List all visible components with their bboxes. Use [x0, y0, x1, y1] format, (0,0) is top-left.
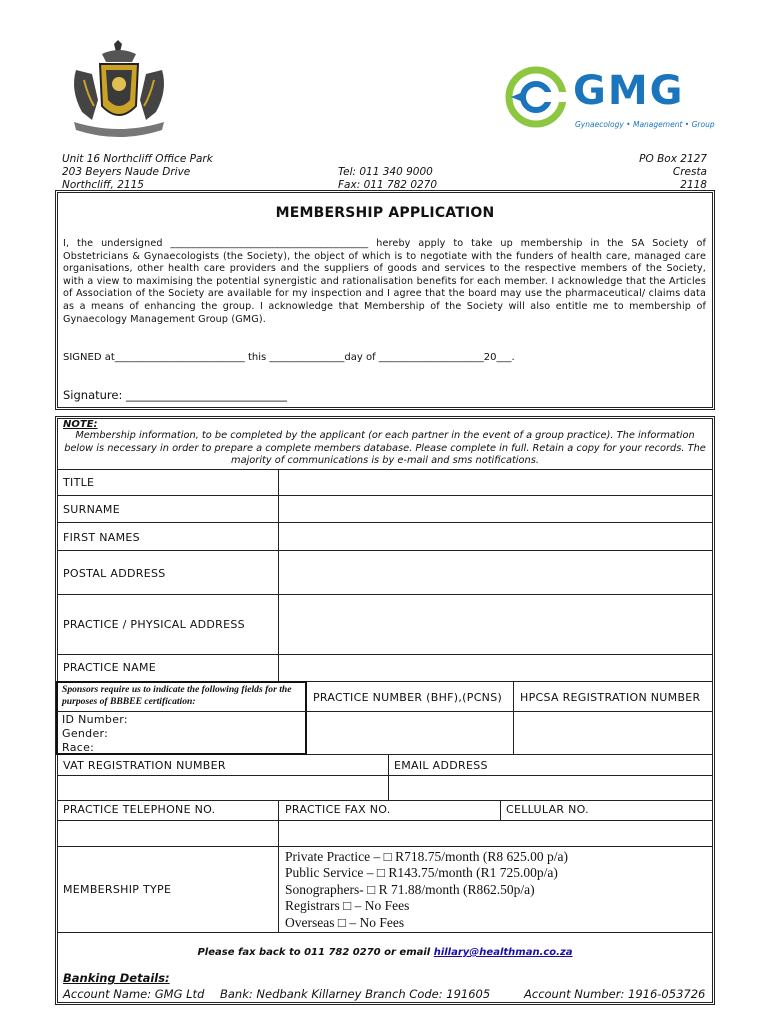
- practice-address-input[interactable]: [280, 595, 712, 653]
- left-address: [62, 153, 213, 192]
- vat-input[interactable]: [58, 776, 387, 799]
- gmg-logo: [505, 66, 715, 136]
- address-line: Cresta: [672, 166, 707, 178]
- application-paragraph: I, the undersigned ________________________________________ hereby apply to take up membership in the SA Society of Obstetricians & Gynaecologists (the Society), the object of which is to negotiate with the funders of health care, managed care organisations, other health care providers and the suppliers of goods and services to the respective members of the Society, with a view to maximising the potential synergistic and rationalisation benefits for each member. I acknowledge that the Articles of Association of the Society are available for my inspection and I agree that the board may use the pharmaceutical/ claims data as a means of enhancing the group. I acknowledge that Membership of the Society will also entitle me to membership of Gynaecology Management Group (GMG).: [63, 238, 706, 325]
- signed-line[interactable]: SIGNED at__________________________ this _______________day of _____________________20___.: [63, 352, 515, 363]
- address-line: Northcliff, 2115: [62, 179, 144, 191]
- practice-name-input[interactable]: [280, 655, 712, 680]
- right-address: [639, 153, 707, 192]
- postal-address-label: POSTAL ADDRESS: [63, 567, 166, 580]
- email-input[interactable]: [390, 776, 712, 799]
- account-number: Account Number: 1916-053726: [524, 987, 706, 1001]
- fax-back-text: Please fax back to 011 782 0270 or email: [197, 947, 434, 958]
- note-heading: NOTE:: [63, 419, 98, 430]
- contact-numbers: [338, 166, 437, 192]
- membership-options: [285, 849, 568, 931]
- postal-address-input[interactable]: [280, 551, 712, 593]
- page-title: MEMBERSHIP APPLICATION: [275, 205, 495, 221]
- option-registrars[interactable]: Registrars □ – No Fees: [285, 898, 410, 914]
- membership-type-label: MEMBERSHIP TYPE: [63, 883, 172, 896]
- gmg-logo-text: GMG: [573, 68, 685, 114]
- telephone-input[interactable]: [58, 821, 277, 845]
- vat-label: VAT REGISTRATION NUMBER: [63, 759, 226, 772]
- first-names-label: FIRST NAMES: [63, 531, 140, 544]
- email-link[interactable]: hillary@healthman.co.za: [433, 947, 573, 958]
- race-field[interactable]: Race:: [62, 741, 95, 754]
- surname-input[interactable]: [280, 496, 712, 521]
- bank-details: Bank: Nedbank Killarney Branch Code: 191605: [220, 987, 491, 1001]
- sponsors-note: Sponsors require us to indicate the following fields for the purposes of BBBEE certification:: [62, 684, 292, 707]
- fax-label: PRACTICE FAX NO.: [285, 803, 391, 816]
- gender-field[interactable]: Gender:: [62, 727, 109, 740]
- society-crest-logo: [62, 40, 177, 145]
- address-line: 203 Beyers Naude Drive: [62, 166, 191, 178]
- title-input[interactable]: [280, 470, 712, 494]
- practice-number-label: PRACTICE NUMBER (BHF),(PCNS): [313, 691, 503, 704]
- practice-address-label: PRACTICE / PHYSICAL ADDRESS: [63, 618, 245, 631]
- note-text: Membership information, to be completed by the applicant (or each partner in the event of a group practice). The information below is necessary in order to prepare a complete members database. Please complete in full. Retain a copy for your records. The majority of communications is by e-mail and sms notifications.: [64, 430, 706, 467]
- banking-heading: Banking Details:: [63, 971, 170, 985]
- id-number-field[interactable]: ID Number:: [62, 713, 128, 726]
- telephone-label: PRACTICE TELEPHONE NO.: [63, 803, 216, 816]
- option-private-practice[interactable]: Private Practice – □ R718.75/month (R8 625.00 p/a): [285, 849, 568, 864]
- address-line: PO Box 2127: [639, 153, 707, 165]
- telephone-number: Tel: 011 340 9000: [338, 166, 433, 178]
- fax-back-instruction: [57, 947, 713, 958]
- option-overseas[interactable]: Overseas □ – No Fees: [285, 914, 405, 930]
- title-label: TITLE: [63, 476, 95, 489]
- fax-number: Fax: 011 782 0270: [338, 179, 438, 191]
- address-line: Unit 16 Northcliff Office Park: [62, 153, 213, 165]
- email-label: EMAIL ADDRESS: [394, 759, 488, 772]
- signature-line[interactable]: Signature: ____________________________: [63, 388, 288, 402]
- first-names-input[interactable]: [280, 523, 712, 549]
- option-sonographers[interactable]: Sonographers- □ R 71.88/month (R862.50p/a): [285, 881, 535, 897]
- surname-label: SURNAME: [63, 503, 120, 516]
- address-line: 2118: [680, 179, 707, 191]
- option-public-service[interactable]: Public Service – □ R143.75/month (R1 725.00p/a): [285, 865, 558, 881]
- hpcsa-label: HPCSA REGISTRATION NUMBER: [520, 691, 701, 704]
- fax-input[interactable]: [280, 821, 712, 845]
- practice-number-input[interactable]: [309, 713, 511, 753]
- gmg-logo-tagline: Gynaecology • Management • Group: [575, 120, 715, 129]
- hpcsa-input[interactable]: [515, 713, 712, 753]
- practice-name-label: PRACTICE NAME: [63, 661, 157, 674]
- account-name: Account Name: GMG Ltd: [63, 987, 205, 1001]
- cellular-label: CELLULAR NO.: [506, 803, 589, 816]
